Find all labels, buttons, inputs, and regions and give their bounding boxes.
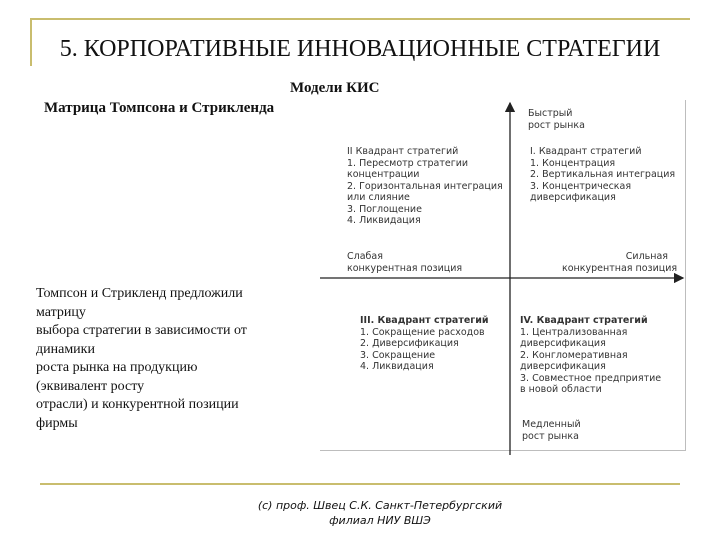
slide-title: 5. КОРПОРАТИВНЫЕ ИННОВАЦИОННЫЕ СТРАТЕГИИ [59, 36, 661, 62]
quadrant-3: III. Квадрант стратегий 1. Сокращение расходов 2. Диверсификация 3. Сокращение 4. Ликвидация [360, 315, 489, 372]
axis-left-label: Слабая конкурентная позиция [347, 251, 463, 274]
quadrant-3-title: III. Квадрант стратегий [360, 315, 489, 326]
description-line: динамики [36, 341, 95, 357]
axis-right-label: Сильная конкурентная позиция [562, 251, 678, 274]
description-line: (эквивалент росту [36, 378, 145, 394]
axis-top-label: Быстрый рост рынка [528, 108, 585, 131]
matrix-heading: Матрица Томпсона и Стрикленда [44, 100, 275, 116]
quadrant-1: I. Квадрант стратегий 1. Концентрация 2. Вертикальная интеграция 3. Концентрическая диверсификация [530, 146, 676, 203]
quadrant-2: II Квадрант стратегий 1. Пересмотр стратегии концентрации 2. Горизонтальная интеграция или слияние 3. Поглощение 4. Ликвидация [347, 146, 503, 226]
axis-bottom-label: Медленный рост рынка [522, 419, 581, 442]
description-line: фирмы [36, 415, 78, 431]
quadrant-1-title: I. Квадрант стратегий [530, 146, 642, 157]
description-line: Томпсон и Стрикленд предложили [36, 286, 243, 301]
quadrant-4-title: IV. Квадрант стратегий [520, 315, 648, 326]
quadrant-4: IV. Квадрант стратегий 1. Централизованная диверсификация 2. Конгломеративная диверсификация 3. Совместное предприятие в новой области [520, 315, 662, 395]
footer-credit: (с) проф. Швец С.К. Санкт-Петербургский филиал НИУ ВШЭ [257, 499, 503, 527]
description-line: матрицу [36, 304, 86, 320]
description-line: выбора стратегии в зависимости от [36, 323, 247, 338]
models-heading: Модели КИС [290, 80, 380, 96]
quadrant-2-title: II Квадрант стратегий [347, 146, 459, 157]
description-line: отрасли) и конкурентной позиции [36, 397, 239, 412]
description-line: роста рынка на продукцию [36, 360, 198, 375]
